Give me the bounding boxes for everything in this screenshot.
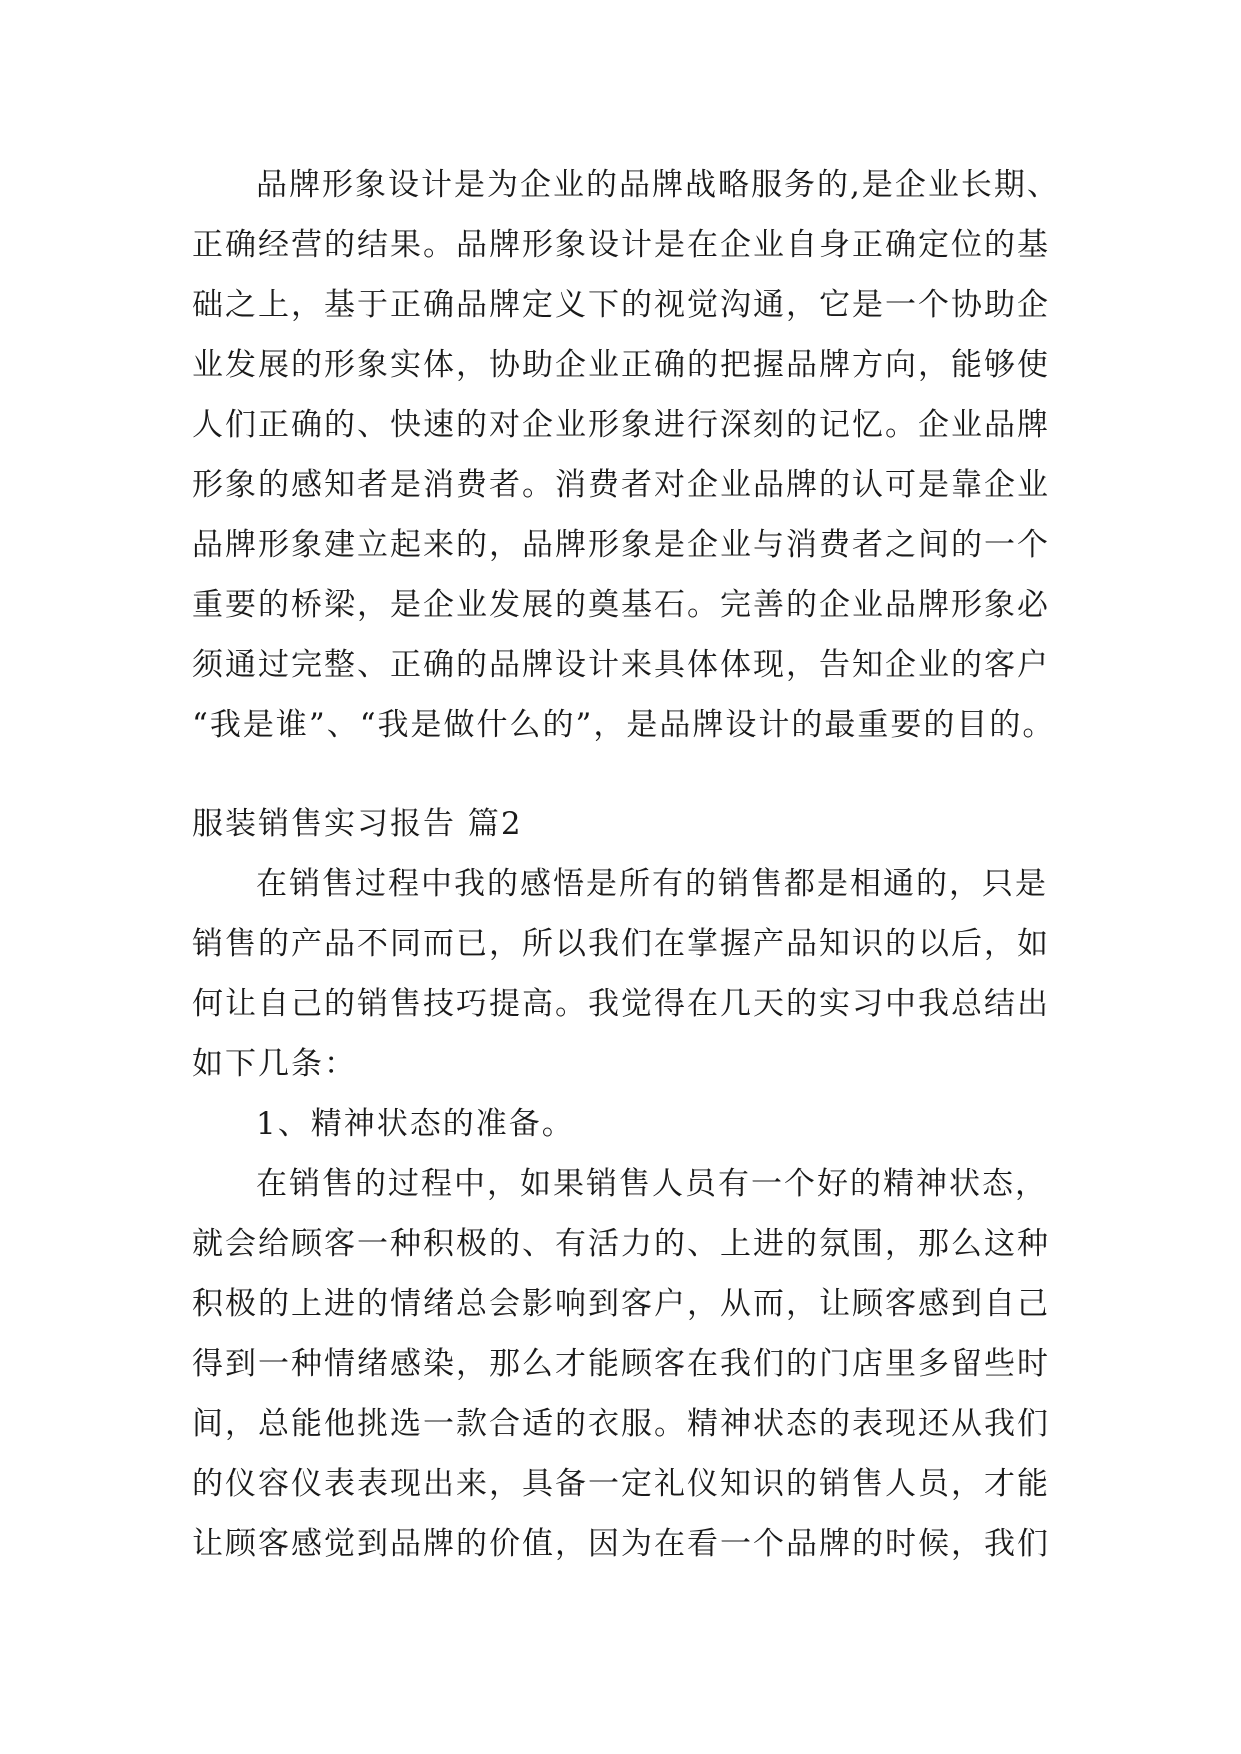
paragraph-line: 如下几条：: [192, 1046, 357, 1082]
paragraph-line: 品牌形象设计是为企业的品牌战略服务的,是企业长期、: [256, 167, 1060, 203]
paragraph-line: 的仪容仪表表现出来，具备一定礼仪知识的销售人员，才能: [192, 1466, 1050, 1502]
paragraph-line: 正确经营的结果。品牌形象设计是在企业自身正确定位的基: [192, 227, 1050, 263]
paragraph-line: 在销售的过程中，如果销售人员有一个好的精神状态，: [256, 1166, 1048, 1202]
paragraph-line: 人们正确的、快速的对企业形象进行深刻的记忆。企业品牌: [192, 407, 1050, 443]
paragraph-line: 须通过完整、正确的品牌设计来具体体现，告知企业的客户: [192, 647, 1050, 683]
paragraph-line: 积极的上进的情绪总会影响到客户，从而，让顾客感到自己: [192, 1286, 1050, 1322]
section-heading: 服装销售实习报告 篇2: [192, 806, 523, 842]
paragraph-line: “我是谁”、“我是做什么的”，是品牌设计的最重要的目的。: [192, 707, 1056, 743]
paragraph-line: 让顾客感觉到品牌的价值，因为在看一个品牌的时候，我们: [192, 1526, 1050, 1562]
paragraph-line: 品牌形象建立起来的，品牌形象是企业与消费者之间的一个: [192, 527, 1050, 563]
paragraph-line: 何让自己的销售技巧提高。我觉得在几天的实习中我总结出: [192, 986, 1050, 1022]
paragraph-line: 业发展的形象实体，协助企业正确的把握品牌方向，能够使: [192, 347, 1050, 383]
paragraph-line: 础之上，基于正确品牌定义下的视觉沟通，它是一个协助企: [192, 287, 1050, 323]
paragraph-line: 间，总能他挑选一款合适的衣服。精神状态的表现还从我们: [192, 1406, 1050, 1442]
paragraph-line: 就会给顾客一种积极的、有活力的、上进的氛围，那么这种: [192, 1226, 1050, 1262]
paragraph-line: 销售的产品不同而已，所以我们在掌握产品知识的以后，如: [192, 926, 1050, 962]
paragraph-line: 重要的桥梁，是企业发展的奠基石。完善的企业品牌形象必: [192, 587, 1050, 623]
paragraph-line: 得到一种情绪感染，那么才能顾客在我们的门店里多留些时: [192, 1346, 1050, 1382]
list-item-title: 1、精神状态的准备。: [256, 1106, 575, 1142]
paragraph-line: 在销售过程中我的感悟是所有的销售都是相通的，只是: [256, 866, 1048, 902]
paragraph-line: 形象的感知者是消费者。消费者对企业品牌的认可是靠企业: [192, 467, 1050, 503]
